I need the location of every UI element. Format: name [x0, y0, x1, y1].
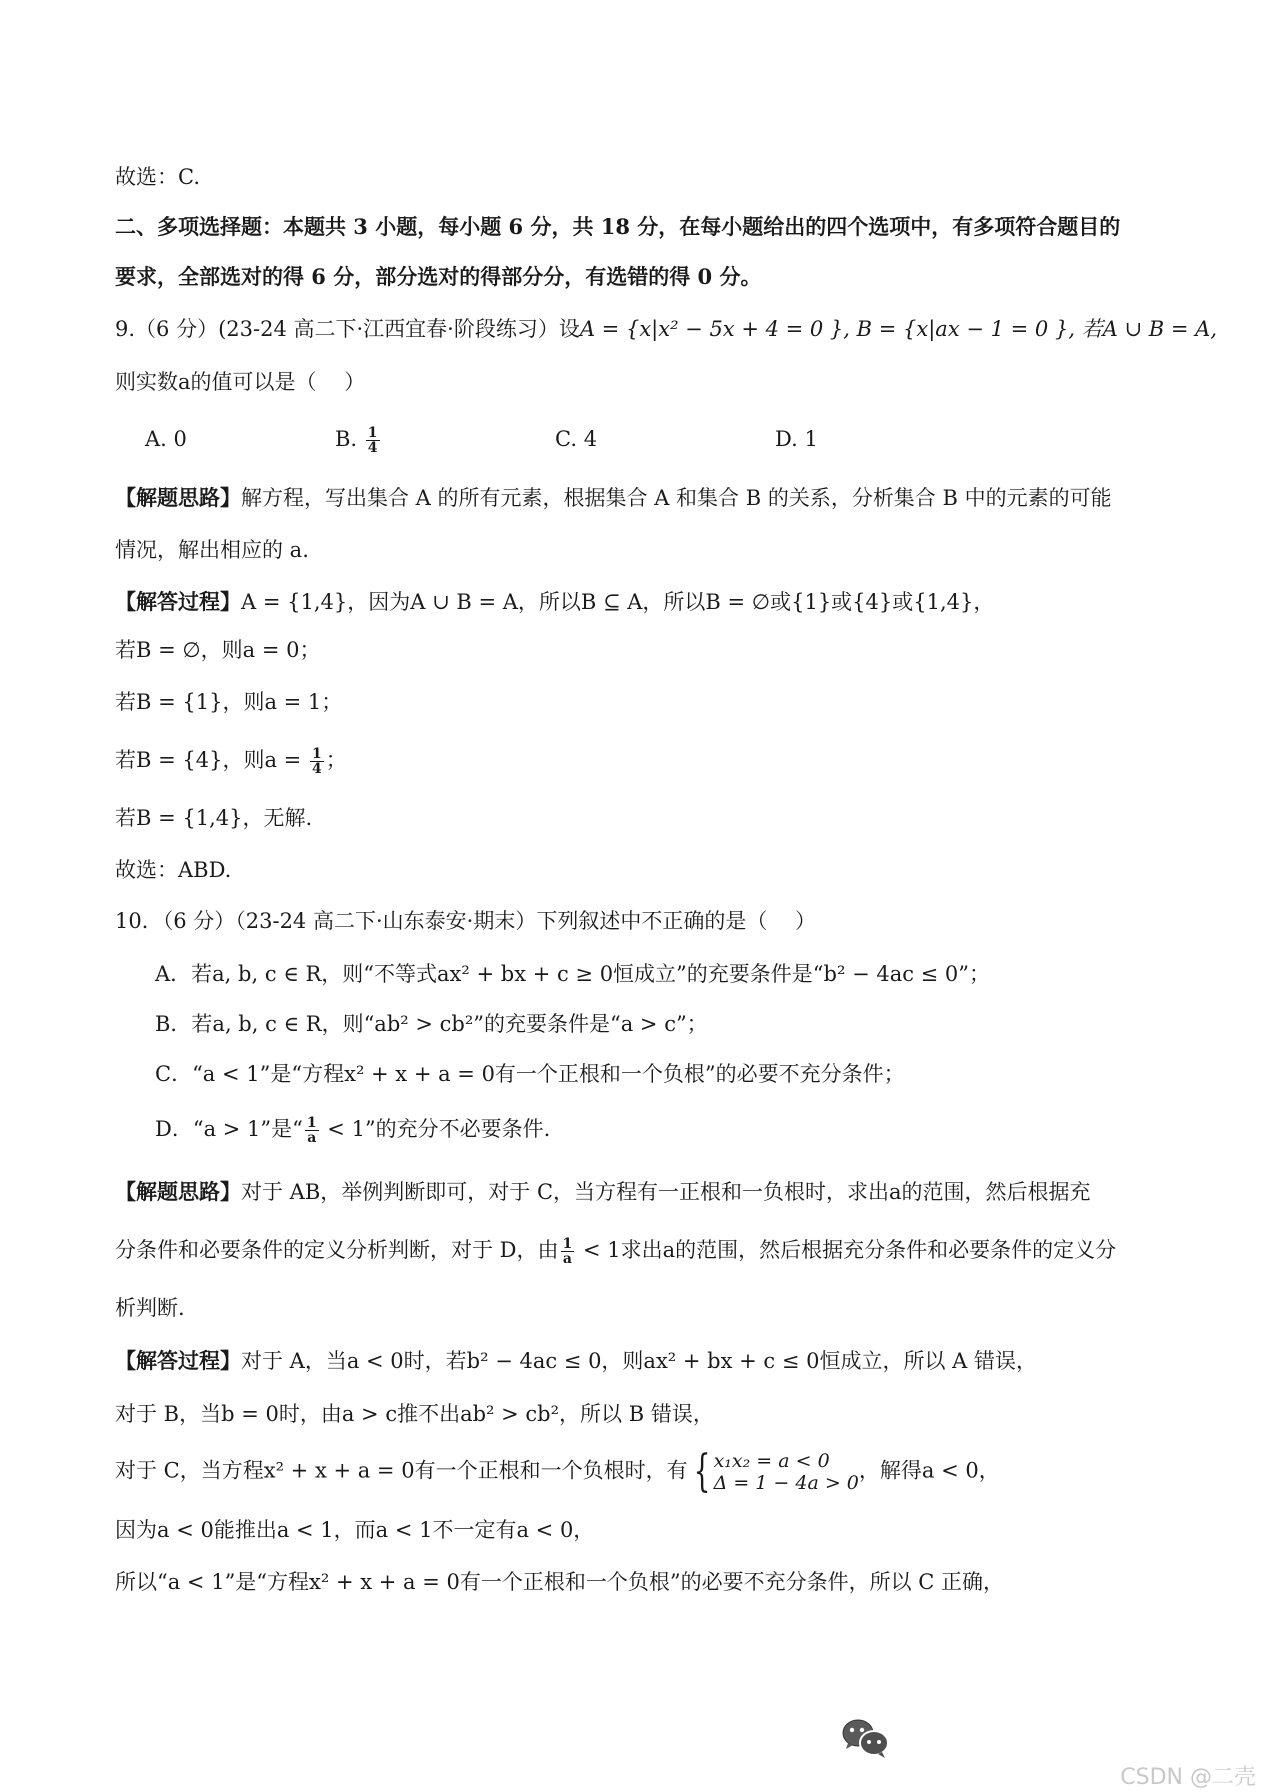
q9-option-c [555, 424, 597, 454]
thinking-tag: 【解题思路】 [115, 485, 241, 510]
q10-thinking-line2 [115, 1235, 1116, 1266]
option-value: 4 [583, 427, 598, 451]
section-heading-line1: 二、多项选择题：本题共 3 小题，每小题 6 分，共 18 分，在每小题给出的四个选项中，有多项符合题目的 [115, 214, 1121, 239]
fraction [305, 1116, 319, 1145]
q9-stem [115, 314, 1217, 344]
numerator: 1 [311, 746, 322, 762]
denominator: 4 [311, 761, 322, 777]
equation-system [688, 1446, 859, 1497]
q10-stem: 10．（6 分）（23-24 高二下·山东泰安·期末）下列叙述中不正确的是（ ） [115, 909, 816, 933]
system-row: x₁x₂ = a < 0 [713, 1450, 830, 1472]
option-d-suffix: < 1”的充分不必要条件. [320, 1117, 551, 1141]
q10-thinking-line1 [115, 1177, 1091, 1207]
q10-solution-line5: 所以“a < 1”是“方程x² + x + a = 0有一个正根和一个负根”的必要不充分条件，所以 C 正确， [115, 1570, 1005, 1594]
q10-solution-line2: 对于 B，当b = 0时，由a > c推不出ab² > cb²，所以 B 错误， [115, 1402, 714, 1426]
q9-case1: 若B = ∅，则a = 0； [115, 638, 321, 662]
option-label: A. [145, 427, 167, 451]
q9-option-a [145, 424, 187, 454]
numerator: 1 [367, 425, 378, 441]
q10-option-c: C．“a < 1”是“方程x² + x + a = 0有一个正根和一个负根”的必要不充分条件； [155, 1062, 905, 1086]
denominator: a [307, 1130, 317, 1146]
solution-suffix: ，解得a < 0， [858, 1458, 1000, 1483]
option-label: B. [335, 427, 358, 451]
q9-case3 [115, 745, 347, 776]
solution-text: 对于 A，当a < 0时，若b² − 4ac ≤ 0，则ax² + bx + c ≤ 0恒成立，所以 A 错误， [241, 1349, 1037, 1373]
denominator: a [562, 1251, 572, 1267]
solution-tag: 【解答过程】 [115, 1348, 241, 1373]
wechat-icon [838, 1716, 894, 1760]
thinking-suffix: < 1求出a的范围，然后根据充分条件和必要条件的定义分 [576, 1238, 1117, 1262]
thinking-prefix: 分条件和必要条件的定义分析判断，对于 D，由 [115, 1238, 559, 1262]
fraction [310, 747, 324, 776]
q10-solution-line1 [115, 1346, 1037, 1376]
q10-thinking-line3: 析判断. [115, 1296, 185, 1320]
q10-solution-line3 [115, 1446, 1000, 1497]
system-row: Δ = 1 − 4a > 0 [713, 1472, 859, 1494]
q9-answer: 故选：ABD. [115, 858, 232, 882]
case3-prefix: 若B = {4}，则a = [115, 748, 308, 772]
q9-solution-line1 [115, 587, 994, 617]
q9-stem-prefix: 9.（6 分）(23-24 高二下·江西宜春·阶段练习）设 [115, 317, 580, 341]
option-label: D. [775, 427, 798, 451]
q10-solution-line4: 因为a < 0能推出a < 1，而a < 1不一定有a < 0， [115, 1518, 595, 1542]
q9-thinking-line1 [115, 483, 1112, 513]
solution-prefix: 对于 C，当方程x² + x + a = 0有一个正根和一个负根时，有 [115, 1458, 688, 1483]
option-value: 1 [804, 427, 818, 451]
brace-icon: { [693, 1446, 710, 1497]
solution-text: A = {1,4}，因为A ∪ B = A，所以B ⊆ A，所以B = ∅或{1}或{4}或{1,4}， [241, 590, 995, 614]
q9-stem-math: A = {x|x² − 5x + 4 = 0 }, B = {x|ax − 1 = 0 }, 若A ∪ B = A, [579, 317, 1218, 341]
section-heading-line2: 要求，全部选对的得 6 分，部分选对的得部分分，有选错的得 0 分。 [115, 264, 762, 289]
option-d-prefix: D．“a > 1”是“ [155, 1117, 303, 1141]
q9-option-d [775, 424, 818, 454]
solution-tag: 【解答过程】 [115, 589, 241, 614]
q10-option-b: B．若a, b, c ∈ R，则“ab² > cb²”的充要条件是“a > c”； [155, 1012, 708, 1036]
q9-option-b [335, 424, 382, 455]
previous-answer: 故选：C. [115, 165, 200, 189]
thinking-text: 解方程，写出集合 A 的所有元素，根据集合 A 和集合 B 的关系，分析集合 B 中的元素的可能 [241, 486, 1112, 510]
q10-option-a: A．若a, b, c ∈ R，则“不等式ax² + bx + c ≥ 0恒成立”的充要条件是“b² − 4ac ≤ 0”； [155, 962, 991, 986]
numerator: 1 [306, 1115, 317, 1131]
thinking-tag: 【解题思路】 [115, 1179, 241, 1204]
q9-thinking-line2: 情况，解出相应的 a. [115, 538, 309, 562]
numerator: 1 [562, 1236, 573, 1252]
q10-option-d [155, 1114, 550, 1145]
option-label: C. [555, 427, 577, 451]
q9-case4: 若B = {1,4}，无解. [115, 806, 313, 830]
fraction [366, 426, 380, 455]
option-value: 0 [173, 427, 187, 451]
q9-case2: 若B = {1}，则a = 1； [115, 690, 343, 714]
case3-suffix: ； [325, 748, 347, 772]
q9-stem-line2: 则实数a的值可以是（ ） [115, 370, 366, 394]
csdn-watermark: CSDN @二壳 [1120, 1765, 1256, 1790]
denominator: 4 [367, 440, 378, 456]
fraction [561, 1237, 575, 1266]
thinking-text: 对于 AB，举例判断即可，对于 C，当方程有一正根和一负根时，求出a的范围，然后根据充 [241, 1180, 1091, 1204]
